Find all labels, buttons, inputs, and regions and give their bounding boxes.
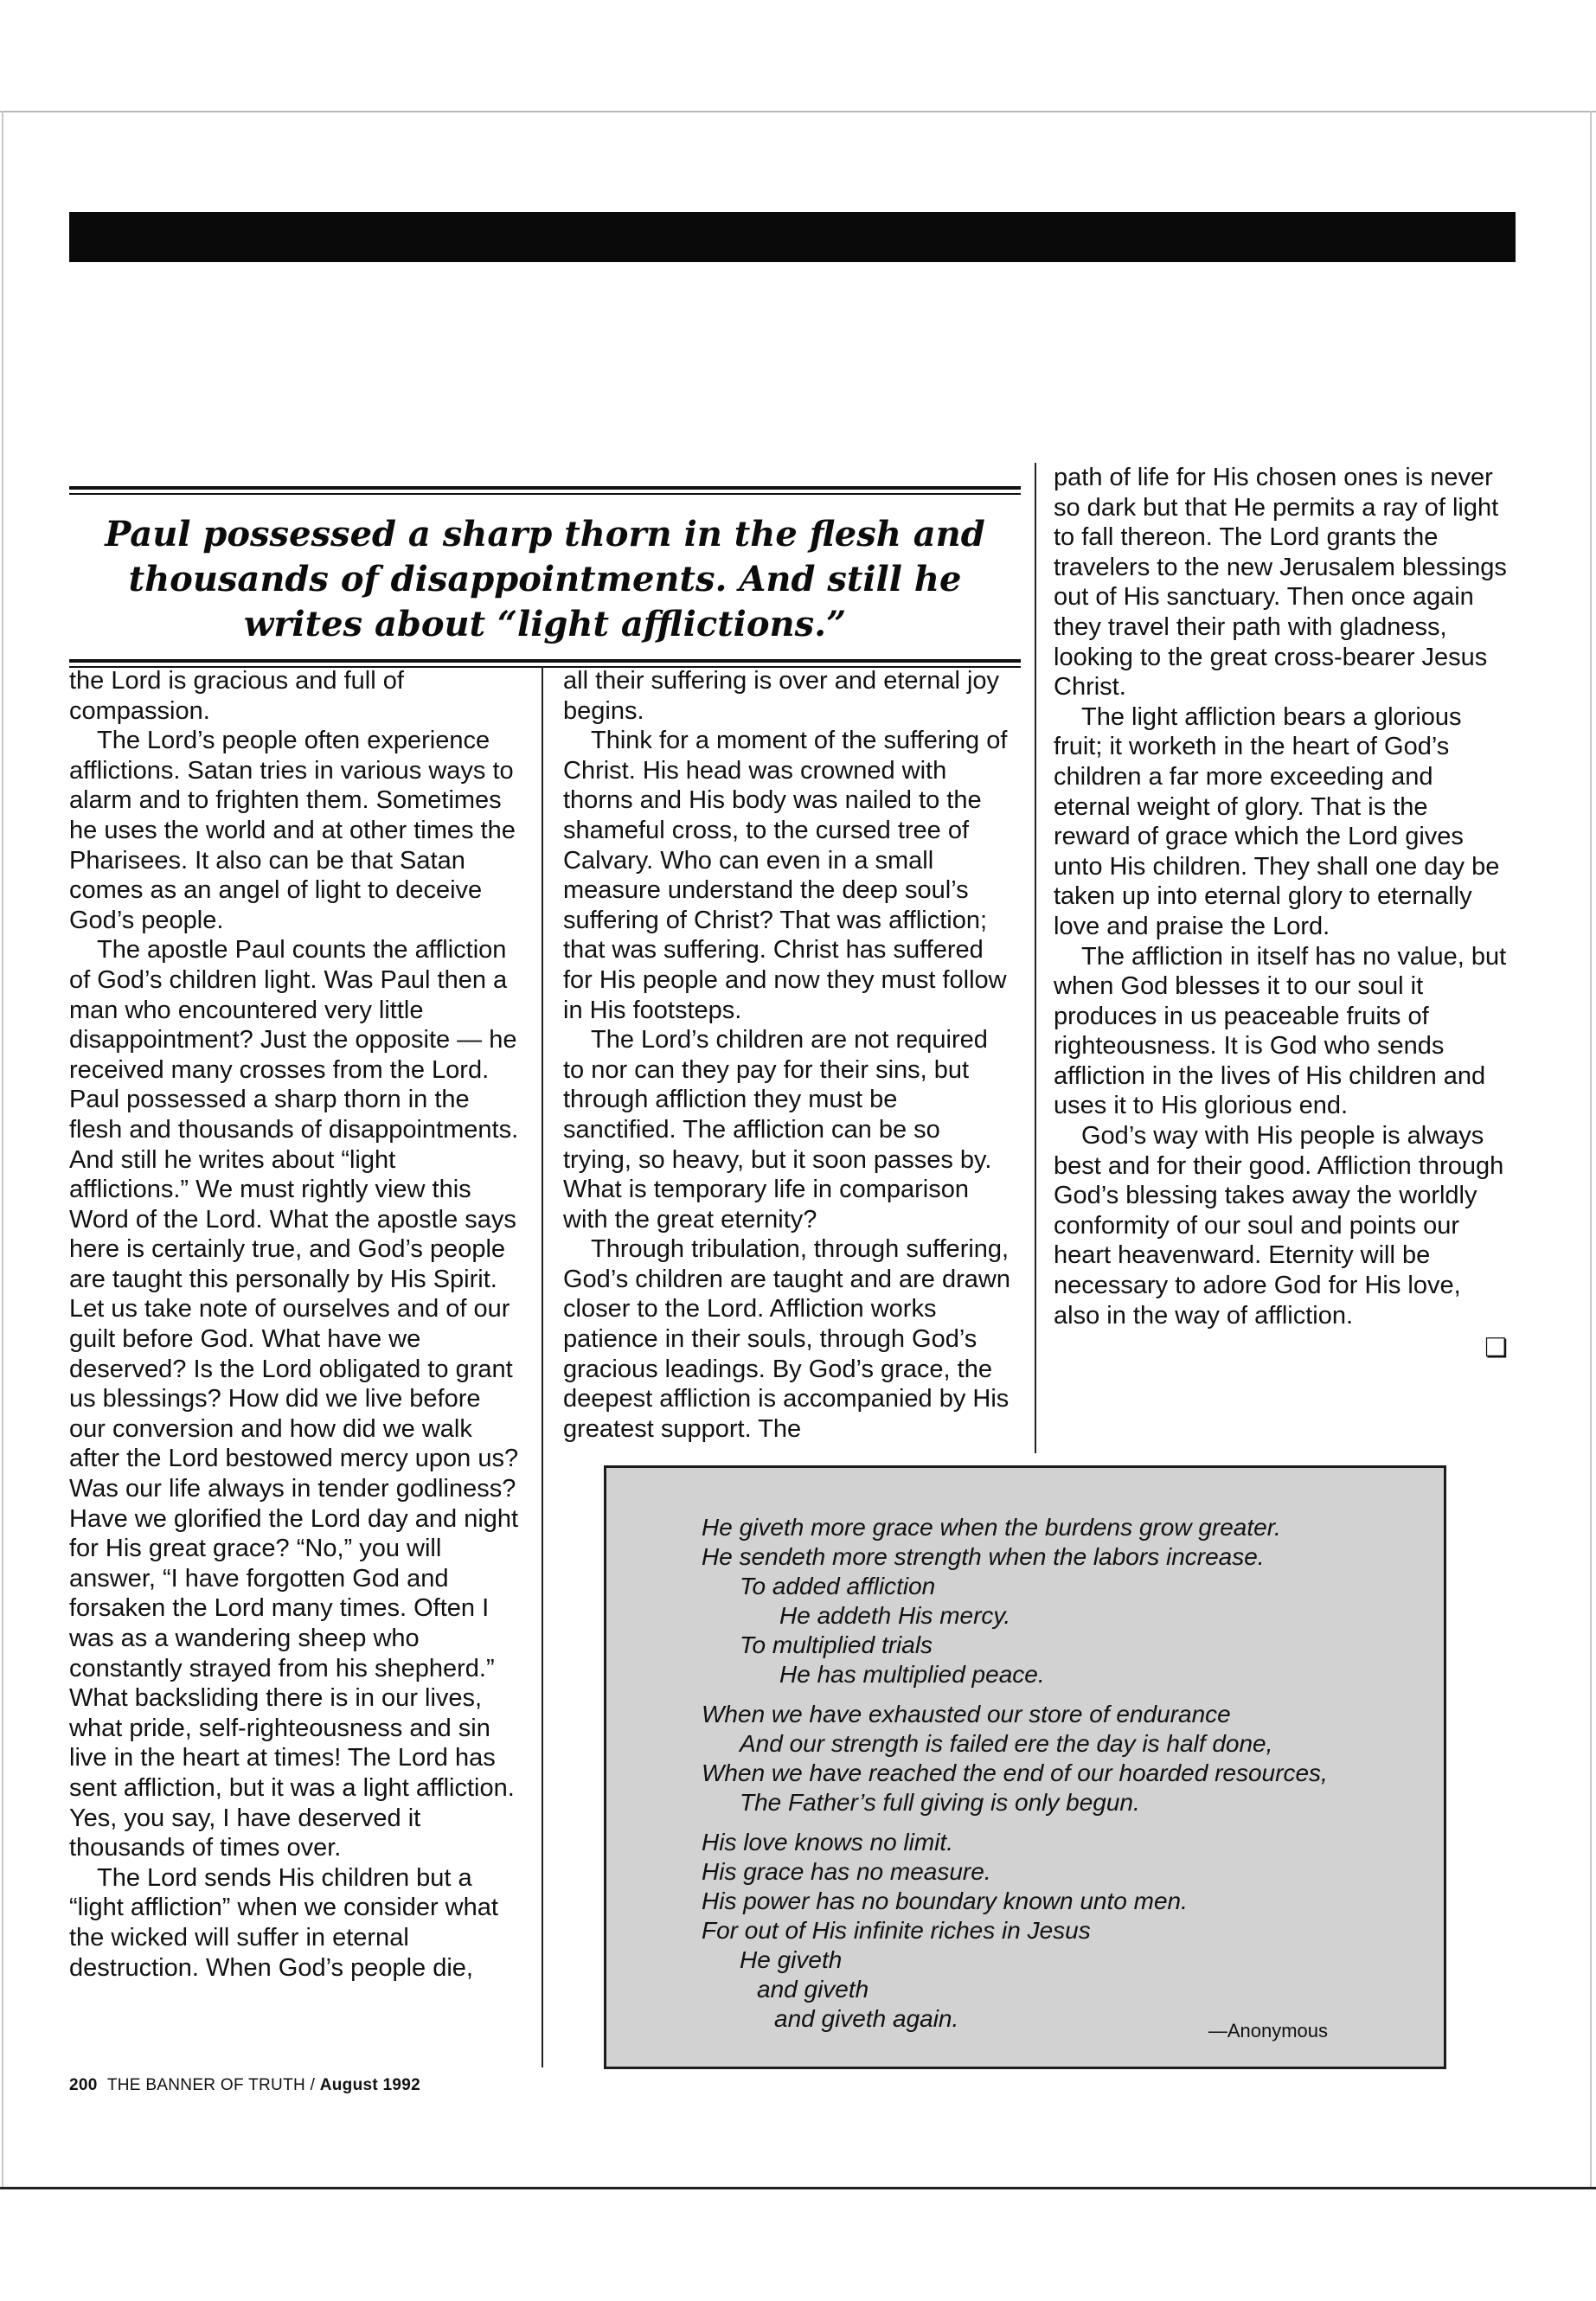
poem-line: And our strength is failed ere the day is half done, <box>740 1730 1273 1757</box>
paragraph: Think for a moment of the suffering of Christ. His head was crowned with thorns and His body was nailed to the shameful cross, to the cursed tree of Calvary. Who can even in a small measure understand the deep soul’s suffering of Christ? That was affliction; that was suffering. Christ has suffered for His people and now they must follow in His footsteps. <box>563 727 1008 1024</box>
pull-quote-top-rule <box>69 486 1021 490</box>
paragraph: all their suffering is over and eternal joy begins. <box>563 667 1000 725</box>
issue-date: August 1992 <box>319 2076 421 2094</box>
page-edge-top <box>0 111 1596 112</box>
pull-quote <box>69 486 1021 668</box>
poem-line: To multiplied trials <box>740 1631 933 1658</box>
paragraph: The affliction in itself has no value, but when God blesses it to our soul it produces in us peaceable fruits of righteousness. It is God who sends affliction in the lives of His children and uses it to His glorious end. <box>1054 942 1507 1120</box>
column-divider-2 <box>1035 463 1036 1453</box>
page-footer <box>69 2076 420 2095</box>
paragraph: God’s way with His people is always best and for their good. Affliction through God’s blessing takes away the worldly conformity of our soul and points our heart heavenward. Eternity will be necessary to adore God for His love, also in the way of affliction. <box>1054 1122 1504 1330</box>
text-column-2 <box>563 666 1013 1444</box>
poem-attribution: —Anonymous <box>1208 2020 1328 2041</box>
paragraph: Through tribulation, through suffering, God’s children are taught and are drawn closer to the Lord. Affliction works patience in their souls, through God’s gracious leadings. By God’s grace, the deepest affliction is accompanied by His greatest support. The <box>563 1235 1010 1443</box>
publication-name: THE BANNER OF TRUTH / <box>106 2076 316 2094</box>
pull-quote-text: Paul possessed a sharp thorn in the flesh and thousands of disappointments. And still he writes about “light afflictions.” <box>105 514 985 644</box>
pull-quote-bottom-rule <box>69 659 1021 663</box>
header-black-bar <box>69 212 1516 262</box>
poem <box>702 1513 1428 2044</box>
poem-stanza-1 <box>702 1513 1428 1689</box>
page-edge-left <box>2 111 3 2187</box>
end-of-article-icon: ❏ <box>1484 1334 1508 1363</box>
column-divider-1 <box>542 666 543 2067</box>
paragraph: path of life for His chosen ones is never so dark but that He permits a ray of light to fall thereon. The Lord grants the travelers to the new Jerusalem blessings out of His sanctuary. Then once again they travel their path with gladness, looking to the great cross-bearer Jesus Christ. <box>1054 464 1507 702</box>
poem-line: The Father’s full giving is only begun. <box>740 1789 1140 1816</box>
paragraph: The Lord’s children are not required to nor can they pay for their sins, but through affliction they must be sanctified. The affliction can be so trying, so heavy, but it soon passes by. What is temporary life in comparison with the great eternity? <box>563 1026 992 1234</box>
paragraph: the Lord is gracious and full of compassion. <box>69 667 404 725</box>
poem-line: He addeth His mercy. <box>779 1602 1011 1629</box>
poem-line: He giveth more grace when the burdens grow greater. <box>702 1514 1281 1541</box>
paragraph: The apostle Paul counts the affliction of God’s children light. Was Paul then a man who encountered very little disappointment? Just the opposite — he received many crosses from the Lord. Paul possessed a sharp thorn in the flesh and thousands of disappointments. And still he writes about “light afflictions.” We must rightly view this Word of the Lord. What the apostle says here is certainly true, and God’s people are taught this personally by His Spirit. Let us take note of ourselves and of our guilt before God. What have we deserved? Is the Lord obligated to grant us blessings? How did we live before our conversion and how did we walk after the Lord bestowed mercy upon us? Was our life always in tender godliness? Have we glorified the Lord day and night for His great grace? “No,” you will answer, “I have forgotten God and forsaken the Lord many times. Often I was as a wandering sheep who constantly strayed from his shepherd.” What backsliding there is in our lives, what pride, self-righteousness and sin live in the heart at times! The Lord has sent affliction, but it was a light affliction. Yes, you say, I have deserved it thousands of times over. <box>69 936 519 1862</box>
poem-line: His love knows no limit. <box>702 1829 953 1856</box>
poem-line: He sendeth more strength when the labors increase. <box>702 1543 1265 1570</box>
paragraph: The light affliction bears a glorious fruit; it worketh in the heart of God’s children a far more exceeding and eternal weight of glory. That is the reward of grace which the Lord gives unto His children. They shall one day be taken up into eternal glory to eternally love and praise the Lord. <box>1054 702 1500 940</box>
poem-stanza-3 <box>702 1828 1428 2034</box>
poem-line: To added affliction <box>740 1573 936 1599</box>
poem-line: When we have reached the end of our hoarded resources, <box>702 1759 1328 1786</box>
page-edge-bottom <box>0 2187 1596 2189</box>
poem-line: and giveth <box>757 1976 869 2003</box>
paragraph: The Lord’s people often experience afflictions. Satan tries in various ways to alarm and to frighten them. Sometimes he uses the world and at other times the Pharisees. It also can be that Satan comes as an angel of light to deceive God’s people. <box>69 727 516 934</box>
poem-stanza-2 <box>702 1700 1428 1817</box>
poem-line: For out of His infinite riches in Jesus <box>702 1917 1091 1944</box>
poem-line: and giveth again. <box>774 2005 959 2032</box>
text-column-1 <box>69 666 519 1983</box>
poem-line: His grace has no measure. <box>702 1858 991 1885</box>
page-edge-right <box>1590 111 1592 2187</box>
poem-line: When we have exhausted our store of endurance <box>702 1701 1231 1727</box>
paragraph: The Lord sends His children but a “light affliction” when we consider what the wicked will suffer in eternal destruction. When God’s people die, <box>69 1863 498 1982</box>
poem-box <box>604 1465 1446 2069</box>
poem-line: He giveth <box>740 1946 843 1973</box>
page-number: 200 <box>69 2076 98 2094</box>
poem-line: He has multiplied peace. <box>779 1661 1045 1688</box>
poem-line: His power has no boundary known unto men. <box>702 1888 1188 1914</box>
text-column-3 <box>1054 463 1508 1363</box>
